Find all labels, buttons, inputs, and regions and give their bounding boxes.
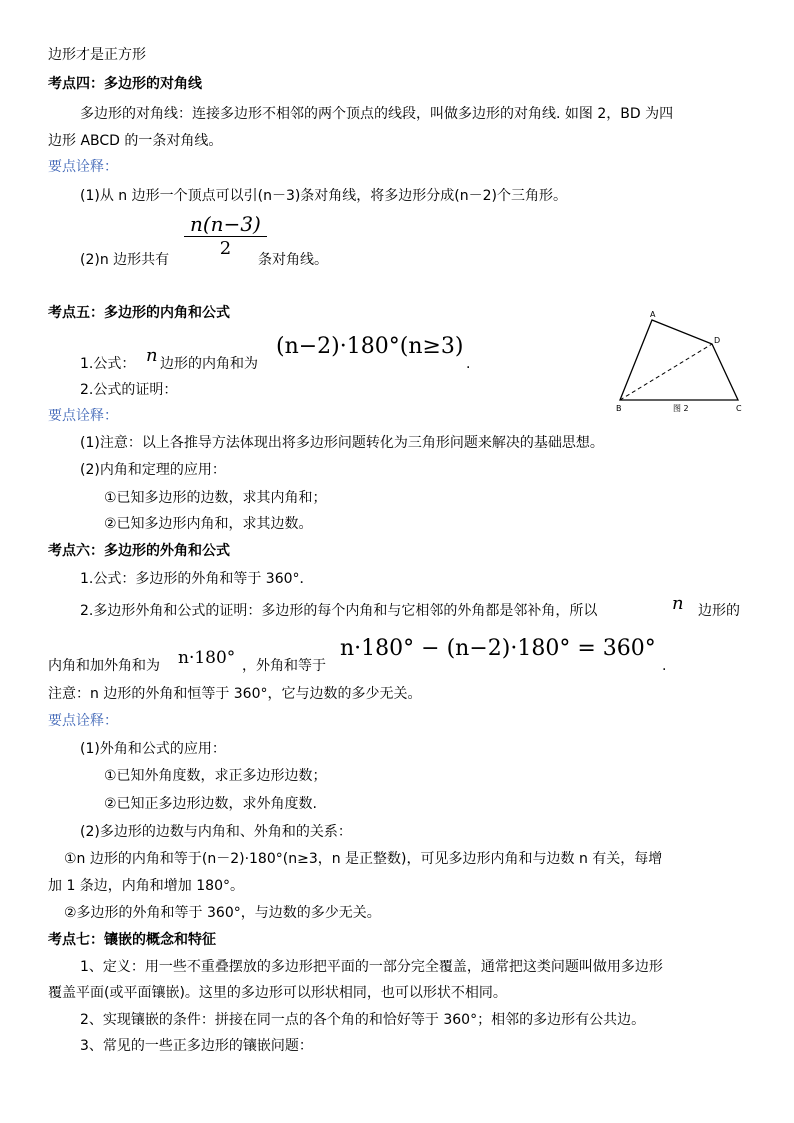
list-item: (2)内角和定理的应用：: [80, 462, 226, 478]
key-points-label: 要点诠释：: [48, 159, 118, 175]
list-item: (1)注意：以上各推导方法体现出将多边形问题转化为三角形问题来解决的基础思想。: [80, 435, 604, 451]
key-points-label: 要点诠释：: [48, 713, 118, 729]
paragraph: 覆盖平面(或平面镶嵌)。这里的多边形可以形状相同，也可以形状不相同。: [48, 985, 507, 1001]
vertex-label-c: C: [736, 404, 742, 413]
list-subitem: ①n 边形的内角和等于(n－2)·180°(n≥3，n 是正整数)，可见多边形内角和与边数 n 有关，每增: [64, 851, 663, 867]
vertex-label-d: D: [714, 336, 721, 345]
list-subitem: ①已知外角度数，求正多边形边数；: [104, 768, 327, 784]
heading-interior-angles: 考点五：多边形的内角和公式: [48, 305, 230, 321]
list-item: (1)外角和公式的应用：: [80, 741, 226, 757]
list-subitem: ②已知多边形内角和，求其边数。: [104, 516, 313, 532]
list-subitem: ②多边形的外角和等于 360°，与边数的多少无关。: [64, 905, 381, 921]
heading-exterior-angles: 考点六：多边形的外角和公式: [48, 543, 230, 559]
fraction-diagonal-count: [184, 212, 267, 261]
list-subitem: ②已知正多边形边数，求外角度数.: [104, 796, 318, 812]
list-item: (2)n 边形共有: [80, 252, 170, 268]
list-item: (1)从 n 边形一个顶点可以引(n－3)条对角线，将多边形分成(n－2)个三角形。: [80, 188, 568, 204]
paragraph: 2、实现镶嵌的条件：拼接在同一点的各个角的和恰好等于 360°；相邻的多边形有公共边。: [80, 1012, 646, 1028]
paragraph: 3、常见的一些正多边形的镶嵌问题：: [80, 1038, 313, 1054]
note-line: 注意：n 边形的外角和恒等于 360°，它与边数的多少无关。: [48, 686, 422, 702]
key-points-label: 要点诠释：: [48, 408, 118, 424]
paragraph: 边形 ABCD 的一条对角线。: [48, 133, 223, 149]
exterior-angle-proof: n·180° − (n−2)·180° = 360°: [340, 636, 656, 661]
list-subitem-continued: 加 1 条边，内角和增加 180°。: [48, 878, 244, 894]
formula-text: 边形的内角和为: [160, 356, 258, 372]
vertex-label-a: A: [650, 310, 656, 319]
text-line: 边形才是正方形: [48, 47, 146, 63]
paragraph: 多边形的对角线：连接多边形不相邻的两个顶点的线段，叫做多边形的对角线. 如图 2，BD 为四: [80, 106, 674, 122]
paragraph: 内角和加外角和为: [48, 658, 160, 674]
paragraph: 1、定义：用一些不重叠摆放的多边形把平面的一部分完全覆盖，通常把这类问题叫做用多边形: [80, 959, 663, 975]
list-item-suffix: 条对角线。: [258, 252, 328, 268]
figure-quadrilateral: [600, 308, 760, 420]
quadrilateral-abcd: [620, 320, 738, 400]
fraction-denominator: 2: [219, 238, 232, 259]
formula-proof-label: 2.公式的证明：: [80, 382, 178, 398]
heading-tessellation: 考点七：镶嵌的概念和特征: [48, 932, 216, 948]
paragraph-suffix: 边形的: [698, 603, 740, 619]
formula-line: 1.公式：多边形的外角和等于 360°．: [80, 571, 314, 587]
paragraph: 2.多边形外角和公式的证明：多边形的每个内角和与它相邻的外角都是邻补角，所以: [80, 603, 598, 619]
period: .: [466, 356, 471, 372]
fraction-numerator: n(n−3): [190, 212, 261, 236]
vertex-label-b: B: [616, 404, 622, 413]
list-subitem: ①已知多边形的边数，求其内角和；: [104, 490, 327, 506]
heading-diagonals: 考点四：多边形的对角线: [48, 76, 202, 92]
diagonal-bd: [620, 344, 712, 400]
math-var-n: n: [672, 593, 684, 614]
interior-angle-formula: (n−2)·180°(n≥3): [276, 334, 464, 359]
list-item: (2)多边形的边数与内角和、外角和的关系：: [80, 824, 352, 840]
figure-caption: 图 2: [673, 404, 689, 413]
math-var-n: n: [146, 345, 158, 366]
math-n-times-180: n·180°: [178, 648, 236, 668]
formula-label: 1.公式：: [80, 356, 136, 372]
period: .: [662, 658, 667, 674]
paragraph: ，外角和等于: [242, 658, 326, 674]
